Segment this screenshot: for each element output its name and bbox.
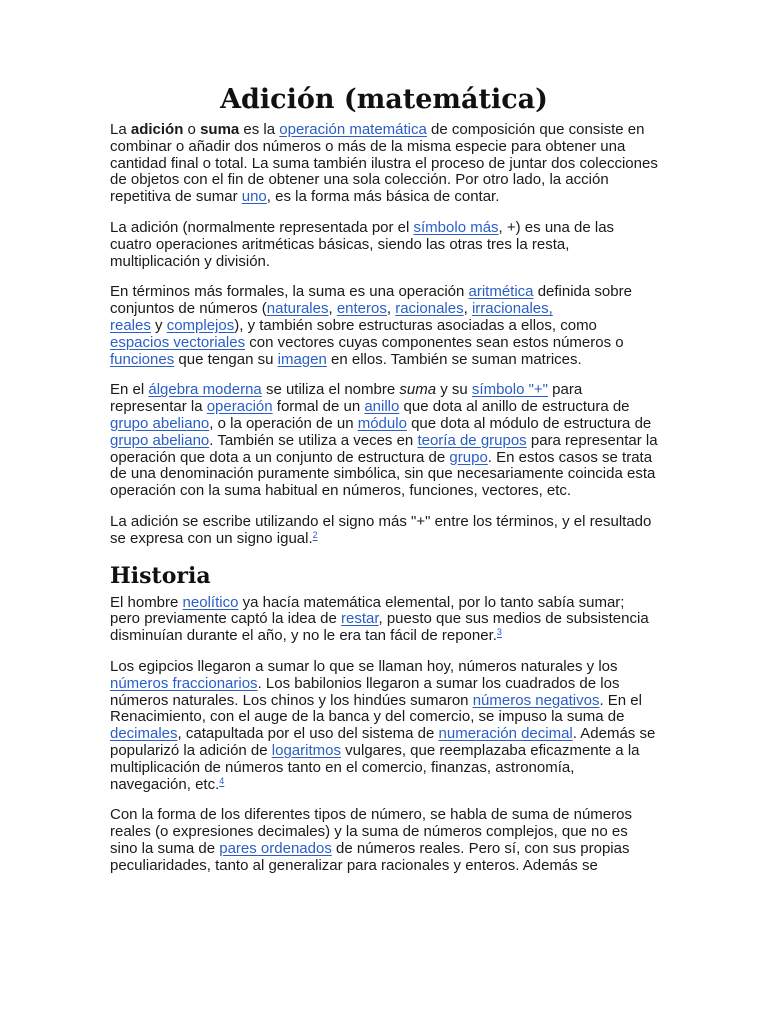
link-naturales[interactable]: naturales	[266, 300, 329, 318]
link-funciones[interactable]: funciones	[110, 350, 175, 368]
link-modulo[interactable]: módulo	[357, 414, 407, 432]
link-espacios-vectoriales[interactable]: espacios vectoriales	[110, 333, 246, 351]
link-numeracion-decimal[interactable]: numeración decimal	[438, 725, 573, 743]
paragraph-tipos-numero: Con la forma de los diferentes tipos de número, se habla de suma de números reales (o expresiones decimales) y la suma de números complejos, que no es sino la suma de pares ordenados de números reales. Pero sí, con sus propias peculiaridades, tanto al generalizar para racionales y enteros. Además se	[110, 806, 632, 874]
section-heading-historia: Historia	[110, 562, 211, 589]
link-pares-ordenados[interactable]: pares ordenados	[219, 839, 332, 857]
link-logaritmos[interactable]: logaritmos	[271, 741, 341, 759]
paragraph-notation: La adición se escribe utilizando el signo más "+" entre los términos, y el resultado se expresa con un signo igual.$^2$	[110, 512, 652, 547]
link-irracionales[interactable]: irracionales,	[471, 300, 553, 318]
paragraph-formal: En términos más formales, la suma es una operación aritmética definida sobre conjuntos de números (naturales, enteros, racionales, irracionales, reales y complejos), y también sobre estructuras asociadas a ellos, como espacios vectoriales con vectores cuyas componentes sean estos números o funciones que tengan su imagen en ellos. También se suman matrices.	[110, 283, 632, 368]
paragraph-intro: La adición o suma es la operación matemática de composición que consiste en combinar o añadir dos números o más de la misma especie para obtener una cantidad final o total. La suma también ilustra el proceso de juntar dos colecciones de objetos con el fin de obtener una sola colección. Por otro lado, la acción repetitiva de sumar uno, es la forma más básica de contar.	[110, 121, 658, 206]
link-grupo-abeliano[interactable]: grupo abeliano	[110, 414, 210, 432]
term-suma-italic: suma	[399, 381, 437, 399]
link-anillo[interactable]: anillo	[364, 398, 400, 416]
paragraph-egipcios: Los egipcios llegaron a sumar lo que se llaman hoy, números naturales y los números fraccionarios. Los babilonios llegaron a sumar los cuadrados de los números naturales. Los chinos y los hindúes sumaron números negativos. En el Renacimiento, con el auge de la banca y del comercio, se impuso la suma de decimales, catapultada por el uso del sistema de numeración decimal. Además se popularizó la adición de logaritmos vulgares, que reemplazaba eficazmente a la multiplicación de números tanto en el comercio, finanzas, astronomía, navegación, etc.$^4$	[110, 657, 656, 793]
link-enteros[interactable]: enteros	[336, 300, 387, 318]
link-simbolo-mas[interactable]: símbolo más	[413, 218, 499, 236]
link-grupo[interactable]: grupo	[449, 448, 488, 466]
page-title: Adición (matemática)	[220, 84, 548, 115]
term-suma: suma	[200, 121, 240, 138]
link-complejos[interactable]: complejos	[166, 316, 235, 334]
reference-3[interactable]: 3	[496, 627, 502, 638]
paragraph-algebra: En el álgebra moderna se utiliza el nombre suma y su símbolo "+" para representar la operación formal de un anillo que dota al anillo de estructura de grupo abeliano, o la operación de un módulo que dota al módulo de estructura de grupo abeliano. También se utiliza a veces en teoría de grupos para representar la operación que dota a un conjunto de estructura de grupo. En estos casos se trata de una denominación puramente simbólica, sin que necesariamente coincida esta operación con la suma habitual en números, funciones, vectores, etc.	[110, 381, 658, 500]
link-decimales[interactable]: decimales	[110, 725, 178, 743]
link-numeros-fraccionarios[interactable]: números fraccionarios	[110, 674, 258, 692]
paragraph-neolitico: El hombre neolítico ya hacía matemática elemental, por lo tanto sabía sumar; pero previamente captó la idea de restar, puesto que sus medios de subsistencia disminuían durante el año, y no le era tan fácil de reponer.$^3$	[110, 593, 649, 645]
link-racionales[interactable]: racionales	[395, 300, 464, 318]
link-operacion-matematica[interactable]: operación matemática	[279, 121, 427, 138]
link-aritmetica[interactable]: aritmética	[468, 283, 534, 301]
link-simbolo-plus[interactable]: símbolo "+"	[471, 381, 549, 399]
reference-4[interactable]: 4	[219, 775, 225, 786]
link-teoria-de-grupos[interactable]: teoría de grupos	[417, 431, 527, 449]
link-reales[interactable]: reales	[110, 316, 151, 334]
link-numeros-negativos[interactable]: números negativos	[472, 691, 600, 709]
link-operacion[interactable]: operación	[206, 398, 273, 416]
term-adicion: adición	[130, 121, 184, 138]
link-restar[interactable]: restar	[340, 610, 379, 628]
link-imagen[interactable]: imagen	[277, 350, 327, 368]
link-uno[interactable]: uno	[241, 188, 267, 206]
reference-2[interactable]: 2	[312, 529, 318, 540]
link-algebra-moderna[interactable]: álgebra moderna	[148, 381, 262, 399]
link-neolitico[interactable]: neolítico	[182, 593, 239, 611]
paragraph-symbol: La adición (normalmente representada por el símbolo más, +) es una de las cuatro operaciones aritméticas básicas, siendo las otras tres la resta, multiplicación y división.	[110, 218, 615, 270]
link-grupo-abeliano-2[interactable]: grupo abeliano	[110, 431, 210, 449]
article	[110, 82, 658, 888]
